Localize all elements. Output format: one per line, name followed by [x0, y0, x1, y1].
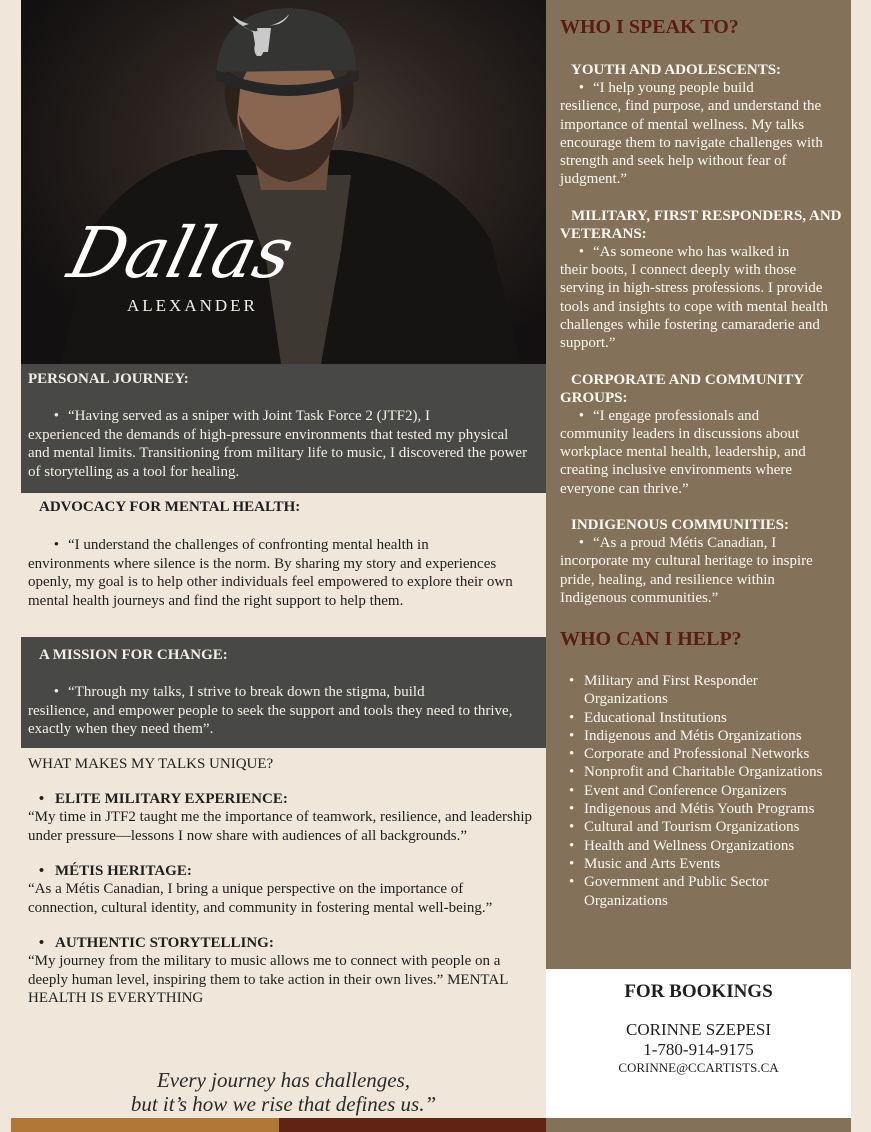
personal-journey-section [21, 364, 546, 493]
list-item: • Military and First Responder Organizations [562, 672, 844, 709]
unique-item: • AUTHENTIC STORYTELLING: “My journey from the military to music allows me to connect with people on a deeply human level, inspiring them to take action in their own lives.” MENTAL HEALTH IS EVERYTHING [28, 935, 508, 1006]
section-text: • “Having served as a sniper with Joint Task Force 2 (JTF2), I experienced the demands of high-pressure environments that tested my physical and mental limits. Transitioning from military life to music, I discovered the power of storytelling as a tool for healing. [28, 408, 528, 480]
section-heading: A MISSION FOR CHANGE: [39, 647, 228, 663]
can-help-heading: WHO CAN I HELP? [560, 628, 742, 650]
list-item: • Health and Wellness Organizations [562, 837, 844, 855]
audience-group: MILITARY, FIRST RESPONDERS, AND VETERANS: • “As someone who has walked in their boots, I connect deeply with those serving in high-stress professions. I provide tools and insights to cope with mental health challenges while fostering camaraderie and support.” [560, 207, 842, 352]
audience-group: CORPORATE AND COMMUNITY GROUPS: • “I engage professionals and community leaders in discussions about workplace mental health, leadership, and creating inclusive environments where everyone can thrive.” [560, 371, 806, 497]
bookings-heading: FOR BOOKINGS [624, 981, 773, 1002]
unique-item: • ELITE MILITARY EXPERIENCE: “My time in JTF2 taught me the importance of teamwork, resilience, and leadership under pressure—lessons I now share with audiences of all backgrounds.” [28, 791, 533, 844]
unique-item: • MÉTIS HERITAGE: “As a Métis Canadian, I bring a unique perspective on the importance of connection, cultural identity, and community in fostering mental well-being.” [28, 863, 493, 916]
surname-logo: ALEXANDER [127, 296, 258, 315]
footer-bar-taupe [546, 1118, 851, 1132]
audience-group: INDIGENOUS COMMUNITIES: • “As a proud Métis Canadian, I incorporate my cultural heritage to inspire pride, healing, and resilience within Indigenous communities.” [560, 517, 813, 606]
audience-group: YOUTH AND ADOLESCENTS: • “I help young people build resilience, find purpose, and understand the importance of mental wellness. My talks encourage them to navigate challenges with strength and seek help without fear of judgment.” [560, 62, 823, 188]
contact-name: CORINNE SZEPESI [626, 1020, 771, 1039]
section-heading: PERSONAL JOURNEY: [28, 371, 189, 387]
section-heading: WHAT MAKES MY TALKS UNIQUE? [28, 756, 274, 772]
advocacy-section [21, 493, 546, 637]
mission-section [21, 637, 546, 748]
portrait-illustration [21, 0, 546, 364]
list-item: • Corporate and Professional Networks [562, 745, 844, 763]
footer-bar-red [279, 1118, 546, 1132]
contact-email[interactable]: CORINNE@CCARTISTS.CA [618, 1060, 779, 1075]
speak-to-heading: WHO I SPEAK TO? [560, 16, 739, 38]
section-text: • “Through my talks, I strive to break down the stigma, build resilience, and empower people to seek the support and tools they need to thrive, exactly when they need them”. [28, 684, 513, 737]
list-item: • Educational Institutions [562, 709, 844, 727]
signature-logo: Dallas [60, 212, 302, 294]
bookings-section [546, 969, 851, 1118]
list-item: • Indigenous and Métis Youth Programs [562, 800, 844, 818]
closing-quote: Every journey has challenges, but it’s how we rise that defines us.” [130, 1068, 437, 1116]
section-heading: ADVOCACY FOR MENTAL HEALTH: [39, 499, 301, 515]
list-item: • Government and Public Sector Organizations [562, 873, 844, 910]
list-item: • Nonprofit and Charitable Organizations [562, 763, 844, 781]
unique-section [28, 756, 533, 1008]
list-item: • Indigenous and Métis Organizations [562, 727, 844, 745]
hero-photo [21, 0, 546, 364]
list-item: • Cultural and Tourism Organizations [562, 818, 844, 836]
can-help-list [562, 672, 844, 910]
footer-bar-orange [11, 1118, 279, 1132]
section-text: • “I understand the challenges of confronting mental health in environments where silence is the norm. By sharing my story and experiences openly, my goal is to help other individuals feel empowered to explore their own mental health journeys and find the right support to help them. [28, 537, 513, 609]
right-sidebar [546, 0, 851, 969]
audience-list [560, 61, 842, 607]
list-item: • Event and Conference Organizers [562, 782, 844, 800]
list-item: • Music and Arts Events [562, 855, 844, 873]
contact-phone[interactable]: 1-780-914-9175 [643, 1040, 754, 1059]
